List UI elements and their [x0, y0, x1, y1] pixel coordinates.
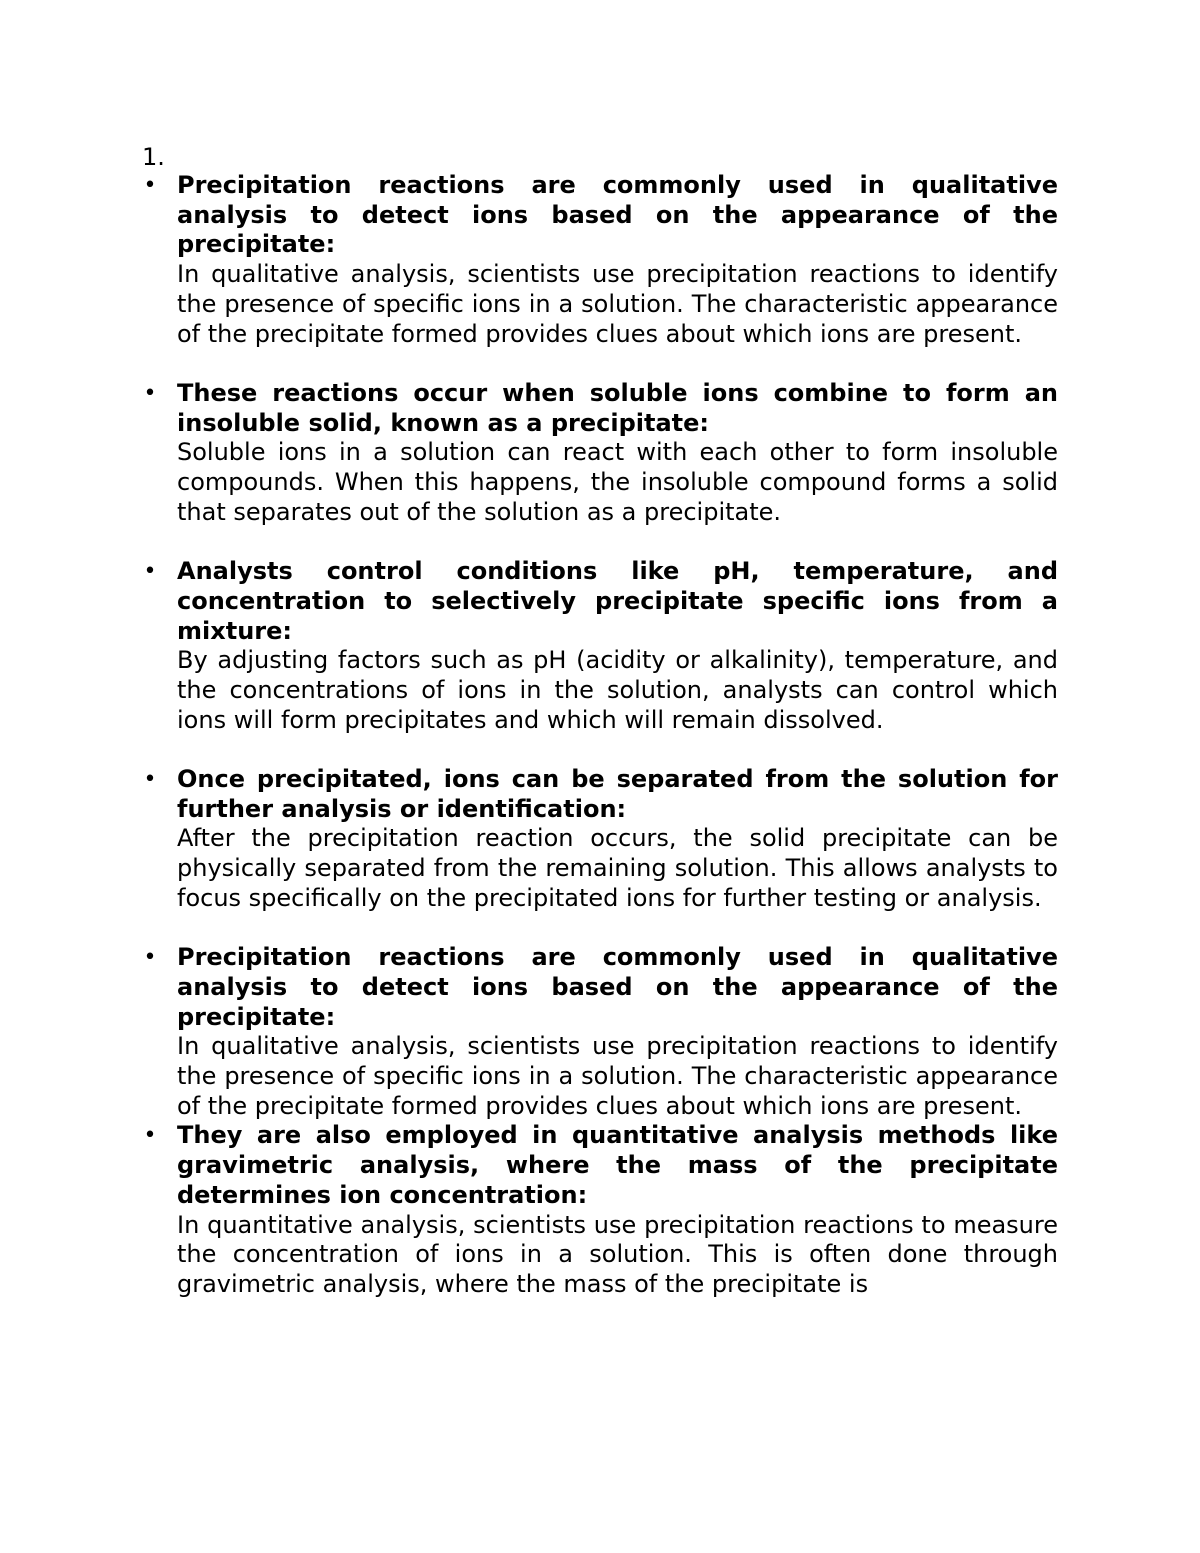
- item-body: Soluble ions in a solution can react with each other to form insoluble compounds. When this happens, the insoluble compound forms a solid that separates out of the solution as a precipitate.: [177, 438, 1058, 526]
- item-body: In qualitative analysis, scientists use precipitation reactions to identify the presence of specific ions in a solution. The characteristic appearance of the precipitate formed provides clues about which ions are present.: [177, 1032, 1058, 1120]
- list-item: [143, 943, 1058, 1121]
- list-number: 1.: [142, 143, 165, 171]
- bullet-icon: •: [143, 380, 157, 406]
- bullet-icon: •: [143, 1123, 157, 1149]
- list-item: [143, 1121, 1058, 1299]
- item-heading: Analysts control conditions like pH, temperature, and concentration to selectively precipitate specific ions from a mixture:: [177, 557, 1058, 645]
- list-item: [143, 171, 1058, 349]
- item-heading: These reactions occur when soluble ions combine to form an insoluble solid, known as a precipitate:: [177, 378, 1058, 437]
- bullet-list: [143, 171, 1058, 1300]
- bullet-icon: •: [143, 173, 157, 198]
- item-body: After the precipitation reaction occurs, the solid precipitate can be physically separated from the remaining solution. This allows analysts to focus specifically on the precipitated ions for further testing or analysis.: [177, 824, 1058, 912]
- item-body: By adjusting factors such as pH (acidity or alkalinity), temperature, and the concentrations of ions in the solution, analysts can control which ions will form precipitates and which will remain dissolved.: [177, 646, 1058, 734]
- item-body: In quantitative analysis, scientists use precipitation reactions to measure the concentration of ions in a solution. This is often done through gravimetric analysis, where the mass of the precipitate is: [177, 1210, 1058, 1298]
- item-heading: Precipitation reactions are commonly used in qualitative analysis to detect ions based on the appearance of the precipitate:: [177, 171, 1058, 259]
- item-body: In qualitative analysis, scientists use precipitation reactions to identify the presence of specific ions in a solution. The characteristic appearance of the precipitate formed provides clues about which ions are present.: [177, 260, 1058, 348]
- bullet-icon: •: [143, 945, 157, 971]
- item-heading: Precipitation reactions are commonly used in qualitative analysis to detect ions based on the appearance of the precipitate:: [177, 943, 1058, 1031]
- item-heading: Once precipitated, ions can be separated from the solution for further analysis or identification:: [177, 765, 1058, 823]
- list-item: [143, 557, 1058, 735]
- bullet-icon: •: [143, 767, 157, 793]
- list-item: [143, 765, 1058, 914]
- bullet-icon: •: [143, 559, 157, 585]
- list-item: [143, 378, 1058, 528]
- item-heading: They are also employed in quantitative analysis methods like gravimetric analysis, where the mass of the precipitate determines ion concentration:: [177, 1121, 1058, 1209]
